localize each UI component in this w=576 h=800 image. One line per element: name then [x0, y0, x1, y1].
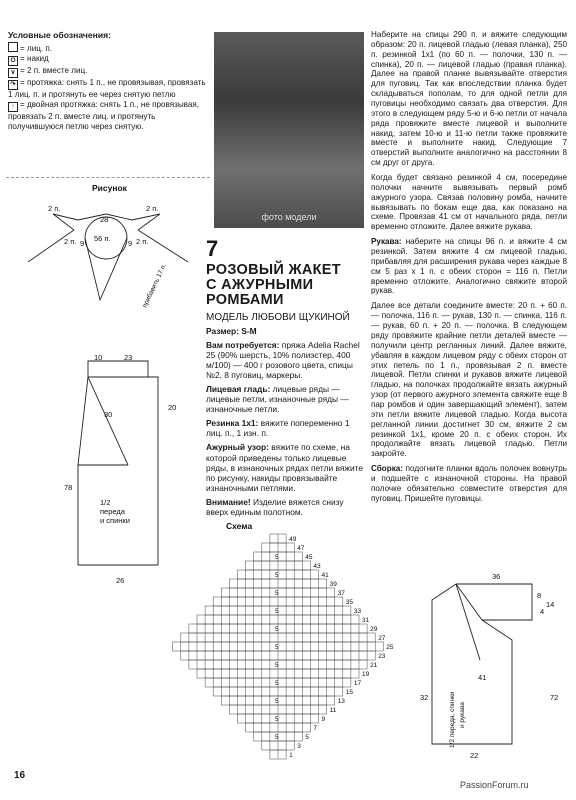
svg-text:78: 78 [64, 483, 73, 492]
svg-text:1/2: 1/2 [100, 498, 111, 507]
svg-text:и рукава: и рукава [459, 702, 466, 728]
chart-row-number: 1 [289, 752, 293, 759]
photo-alt: фото модели [261, 212, 317, 222]
project-author: МОДЕЛЬ ЛЮБОВИ ЩУКИНОЙ [206, 311, 350, 323]
svg-text:14: 14 [546, 600, 555, 609]
legend-item: ∨ = 2 п. вместе лиц. [8, 66, 208, 78]
svg-text:8: 8 [537, 591, 542, 600]
svg-text:прибавить 17 п.: прибавить 17 п. [141, 262, 168, 309]
double-decrease-symbol-icon: ↑ [8, 102, 18, 112]
legend-divider [6, 177, 210, 178]
chart-repeat-label: 5 [275, 626, 279, 633]
legend-item: O = накид [8, 54, 208, 66]
chart-row-number: 39 [329, 581, 337, 588]
svg-text:10: 10 [94, 353, 103, 362]
watermark: PassionForum.ru [460, 780, 529, 790]
chart-row-number: 17 [353, 680, 362, 687]
chart-repeat-label: 5 [275, 716, 279, 723]
svg-text:36: 36 [492, 572, 501, 581]
chart-row-number: 33 [353, 608, 362, 615]
yarn-over-symbol-icon: O [8, 56, 18, 66]
chart-row-number: 9 [321, 716, 326, 723]
size-label: Размер: S-M [206, 325, 257, 336]
svg-text:20: 20 [168, 403, 177, 412]
svg-text:переда: переда [100, 507, 125, 516]
chart-repeat-label: 5 [275, 734, 279, 741]
chart-row-number: 43 [313, 563, 321, 570]
chart-row-number: 15 [345, 689, 354, 696]
knit-symbol-icon [8, 42, 18, 52]
svg-text:56 п.: 56 п. [94, 234, 111, 243]
svg-text:32: 32 [420, 693, 429, 702]
sleeve-schematic [392, 560, 568, 770]
chart-row-number: 21 [370, 662, 378, 669]
chart-row-number: 47 [297, 545, 305, 552]
chart-repeat-label: 5 [275, 590, 279, 597]
svg-text:2 п.: 2 п. [146, 204, 159, 213]
project-instructions: Размер: S-M Вам потребуется: пряжа Adelia Rachel 25 (90% шерсть, 10% полиэстер, 400 м/100) — 400 г розового цвета, спицы №2, 8 пуговиц, маркеры. Лицевая гладь: лицевые ряды — лицевые петли, изнаночные ряды — изнаночные петли. Резинка 1х1: вяжите попеременно 1 лиц. п., 1 изн. п. Ажурный узор: вяжите по схеме, на которой приведены только лицевые ряды, в изнаночных рядах петли вяжите по рисунку, накиды провязывайте изнаночными петлями. Внимание! Изделие вяжется снизу вверх единым полотном. [206, 325, 364, 517]
chart-row-number: 23 [378, 653, 386, 660]
legend-item: ↷ = протяжка: снять 1 п., не провязывая, провязать 1 лиц. п. и протянуть ее через снятую петлю [8, 78, 206, 100]
chart-row-number: 35 [345, 599, 354, 606]
chart-repeat-label: 5 [275, 608, 279, 615]
legend [8, 30, 208, 132]
chart-row-number: 3 [297, 743, 301, 750]
chart-repeat-label: 5 [275, 554, 279, 561]
svg-text:41: 41 [478, 673, 487, 682]
chart-row-number: 5 [305, 734, 309, 741]
chart-row-number: 29 [370, 626, 378, 633]
svg-text:и спинки: и спинки [100, 516, 130, 525]
svg-text:9: 9 [128, 239, 133, 248]
svg-text:9: 9 [80, 239, 85, 248]
chart-row-number: 25 [386, 644, 394, 651]
svg-text:23: 23 [124, 353, 133, 362]
svg-text:72: 72 [550, 693, 559, 702]
chart-row-number: 49 [289, 536, 297, 543]
chart-row-number: 27 [378, 635, 386, 642]
knitting-instructions: Наберите на спицы 290 п. и вяжите следующим образом: 20 п. лицевой гладью (левая планка), 250 п. резинкой 1х1 (по 60 п. — полочки, 130 п. — спинка), 20 п. — лицевой гладью (правая планка). Далее на правой планке вывязывайте отверстия для пуговиц. Так как впоследствии планка будет складываться пополам, то для одной петли для пуговицы необходимо связать два отверстия. Для этого в следующем ряду 5-ю и 6-ю петли от начала ряда провяжите вместе лицевой и выполните накид, затем 10-ю и 11-ю петли также провяжите вместе и выполните накид. Следующие 7 отверстий выполните аналогично на расстоянии 8 см друг от друга. Когда будет связано резинкой 4 см, посередине полочки начните вывязывать первый ромб ажурного узора. Связав половину ромба, начните вывязывать по бокам еще два, как показано на схеме. Провязав 41 см от начального ряда, петли временно отложите. Далее вяжите рукава. Рукава: наберите на спицы 96 п. и вяжите 4 см резинкой. Затем вяжите 4 см лицевой гладью, прибавляя для расширения рукава через каждые 8 см 5 раз x 1 п. с обеих сторон = 116 п. Петли временно отложите. Аналогично свяжите второй рукав. Далее все детали соедините вместе: 20 п. + 60 п. — полочка, 116 п. — рукав, 130 п. — спинка, 116 п. — рукав, 60 п. + 20 п. — полочка. В следующем ряду провяжите крайние петли деталей вместе — получили центр регланных линий. Далее вяжите, убавляя в каждом лицевом ряду с обеих сторон от этих петель по 1 п., провязывая 2 п. вместе лицевой. Петли спинки и рукавов вяжите лицевой гладью, на полочках продолжайте вязать ажурный узор (от первого ажурного элемента свяжите еще 8 пар ромбов и один завершающий элемент), затем эти петли вяжите лицевой гладью. Когда высота регланной линии достигнет 30 см, вяжите 2 см резинкой 1х1, кроме 20 п. с обеих сторон. Их продолжайте вязать лицевой гладью. Петли закройте. Сборка: подогните планки вдоль полочек вовнутрь и подшейте с изнаночной стороны. На правой полочке обязательно совместите отверстия для пуговиц. Пришейте пуговицы. [371, 30, 567, 503]
legend-item: ↑ = двойная протяжка: снять 1 п., не провязывая, провязать 2 п. вместе лиц. и протянуть получившуюся петлю через снятую. [8, 100, 199, 132]
yoke-title: Рисунок [92, 183, 127, 193]
svg-text:1/2 переда, спинки: 1/2 переда, спинки [449, 691, 456, 748]
page-number: 16 [14, 770, 26, 781]
chart-row-number: 45 [305, 554, 313, 561]
chart-row-number: 7 [313, 725, 318, 732]
chart-row-number: 31 [362, 617, 370, 624]
chart-row-number: 37 [337, 590, 345, 597]
chart-row-number: 19 [362, 671, 370, 678]
chart-repeat-label: 5 [275, 662, 279, 669]
chart-row-number: 41 [321, 572, 329, 579]
project-number: 7 [206, 236, 219, 261]
chart-row-number: 11 [329, 707, 337, 714]
project-info [206, 236, 368, 521]
legend-title: Условные обозначения: [8, 30, 111, 40]
legend-item: = лиц. п. [8, 42, 208, 54]
lace-chart [206, 520, 394, 770]
chart-title: Схема [226, 521, 253, 531]
model-photo [214, 32, 364, 228]
project-title: РОЗОВЫЙ ЖАКЕТ С АЖУРНЫМИ РОМБАМИ [206, 262, 341, 309]
svg-text:30: 30 [104, 410, 113, 419]
svg-text:2 п.: 2 п. [136, 237, 149, 246]
svg-text:22: 22 [470, 751, 479, 760]
chart-repeat-label: 5 [275, 698, 279, 705]
svg-text:4: 4 [540, 607, 545, 616]
yoke-diagram [8, 180, 208, 330]
chart-row-number: 13 [337, 698, 345, 705]
svg-text:2 п.: 2 п. [48, 204, 61, 213]
svg-text:28: 28 [100, 215, 109, 224]
chart-repeat-label: 5 [275, 680, 279, 687]
chart-repeat-label: 5 [275, 572, 279, 579]
k2tog-symbol-icon: ∨ [8, 68, 18, 78]
chart-repeat-label: 5 [275, 644, 279, 651]
svg-text:2 п.: 2 п. [64, 237, 77, 246]
front-back-schematic [8, 355, 208, 590]
skp-symbol-icon: ↷ [8, 80, 18, 90]
svg-text:26: 26 [116, 576, 125, 585]
